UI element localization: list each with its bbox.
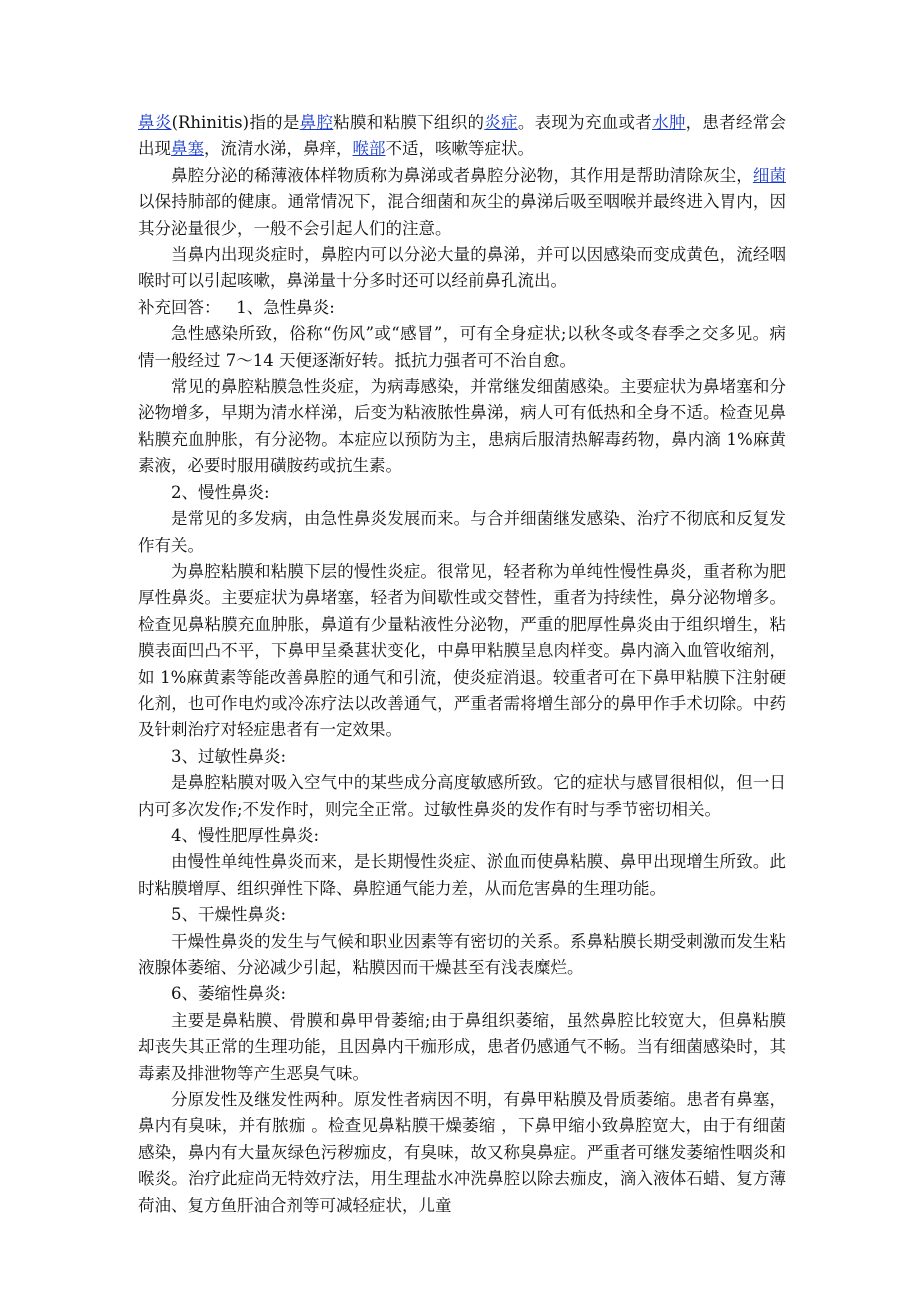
intro-text-3: 。表现为充血或者 bbox=[517, 113, 653, 132]
intro-text-2: 粘膜和粘膜下组织的 bbox=[333, 113, 485, 132]
intro-text-5: ，流清水涕，鼻痒， bbox=[204, 139, 353, 159]
supplement-line bbox=[138, 295, 786, 321]
secretion-text-2: 以保持肺部的健康。通常情况下，混合细菌和灰尘的鼻涕后吸至咽喉并最终进入胃内，因其分泌量很少，一般不会引起人们的注意。 bbox=[138, 192, 786, 238]
body-paragraph: 是鼻腔粘膜对吸入空气中的某些成分高度敏感所致。它的症状与感冒很相似，但一日内可多次发作;不发作时，则完全正常。过敏性鼻炎的发作有时与季节密切相关。 bbox=[138, 773, 786, 819]
section-heading: 6、萎缩性鼻炎: bbox=[171, 984, 287, 1004]
section-heading: 1、急性鼻炎: bbox=[236, 297, 335, 317]
link-nasal-congestion[interactable]: 鼻塞 bbox=[171, 139, 204, 159]
intro-paragraph bbox=[138, 110, 786, 163]
section-heading: 4、慢性肥厚性鼻炎: bbox=[171, 825, 320, 845]
secretion-paragraph bbox=[138, 163, 786, 242]
section-heading: 5、干燥性鼻炎: bbox=[171, 905, 287, 925]
body-paragraph: 分原发性及继发性两种。原发性者病因不明，有鼻甲粘膜及骨质萎缩。患者有鼻塞，鼻内有臭味，并有脓痂 。检查见鼻粘膜干燥萎缩 ，下鼻甲缩小致鼻腔宽大，由于有细菌感染，鼻内有大量灰绿色污秽痂皮，有臭味，故又称臭鼻症。严重者可继发萎缩性咽炎和喉炎。治疗此症尚无特效疗法，用生理盐水冲洗鼻腔以除去痂皮，滴入液体石蜡、复方薄荷油、复方鱼肝油合剂等可减轻症状，儿童 bbox=[138, 1090, 786, 1215]
inflamed-paragraph: 当鼻内出现炎症时，鼻腔内可以分泌大量的鼻涕，并可以因感染而变成黄色，流经咽喉时可以引起咳嗽，鼻涕量十分多时还可以经前鼻孔流出。 bbox=[138, 245, 786, 291]
document-page bbox=[138, 110, 786, 1219]
link-bacteria[interactable]: 细菌 bbox=[752, 165, 786, 185]
intro-text-4: ，患者经常会出现 bbox=[138, 113, 787, 159]
body-paragraph: 为鼻腔粘膜和粘膜下层的慢性炎症。很常见，轻者称为单纯性慢性鼻炎，重者称为肥厚性鼻炎。主要症状为鼻堵塞，轻者为间歇性或交替性，重者为持续性，鼻分泌物增多。检查见鼻粘膜充血肿胀，鼻道有少量粘液性分泌物，严重的肥厚性鼻炎由于组织增生，粘膜表面凹凸不平，下鼻甲呈桑葚状变化，中鼻甲粘膜呈息肉样变。鼻内滴入血管收缩剂，如 1%麻黄素等能改善鼻腔的通气和引流，使炎症消退。较重者可在下鼻甲粘膜下注射硬化剂，也可作电灼或冷冻疗法以改善通气，严重者需将增生部分的鼻甲作手术切除。中药及针刺治疗对轻症患者有一定效果。 bbox=[138, 561, 786, 740]
body-paragraph: 干燥性鼻炎的发生与气候和职业因素等有密切的关系。系鼻粘膜长期受刺激而发生粘液腺体萎缩、分泌减少引起，粘膜因而干燥甚至有浅表糜烂。 bbox=[138, 931, 786, 977]
link-throat[interactable]: 喉部 bbox=[352, 139, 386, 159]
body-paragraph: 是常见的多发病，由急性鼻炎发展而来。与合并细菌继发感染、治疗不彻底和反复发作有关。 bbox=[138, 509, 786, 555]
section-heading: 2、慢性鼻炎: bbox=[171, 482, 270, 502]
link-inflammation[interactable]: 炎症 bbox=[484, 113, 518, 132]
link-edema[interactable]: 水肿 bbox=[652, 113, 686, 132]
intro-text-6: 不适，咳嗽等症状。 bbox=[385, 139, 534, 159]
body-paragraph: 主要是鼻粘膜、骨膜和鼻甲骨萎缩;由于鼻组织萎缩，虽然鼻腔比较宽大，但鼻粘膜却丧失其正常的生理功能，且因鼻内干痂形成，患者仍感通气不畅。当有细菌感染时，其毒素及排泄物等产生恶臭气味。 bbox=[138, 1010, 786, 1083]
intro-text-1: (Rhinitis)指的是 bbox=[171, 113, 300, 132]
link-rhinitis[interactable]: 鼻炎 bbox=[138, 113, 172, 132]
supplement-label: 补充回答： bbox=[138, 297, 221, 317]
body-paragraph: 常见的鼻腔粘膜急性炎症，为病毒感染，并常继发细菌感染。主要症状为鼻堵塞和分泌物增多，早期为清水样涕，后变为粘液脓性鼻涕，病人可有低热和全身不适。检查见鼻粘膜充血肿胀，有分泌物。本症应以预防为主，患病后服清热解毒药物，鼻内滴 1%麻黄素液，必要时服用磺胺药或抗生素。 bbox=[138, 377, 786, 476]
body-paragraph: 由慢性单纯性鼻炎而来，是长期慢性炎症、淤血而使鼻粘膜、鼻甲出现增生所致。此时粘膜增厚、组织弹性下降、鼻腔通气能力差，从而危害鼻的生理功能。 bbox=[138, 852, 786, 898]
secretion-text-1: 鼻腔分泌的稀薄液体样物质称为鼻涕或者鼻腔分泌物，其作用是帮助清除灰尘， bbox=[171, 165, 753, 185]
link-nasal-cavity[interactable]: 鼻腔 bbox=[299, 113, 334, 132]
body-paragraph: 急性感染所致，俗称“伤风”或“感冒”，可有全身症状;以秋冬或冬春季之交多见。病情一般经过 7～14 天便逐渐好转。抵抗力强者可不治自愈。 bbox=[138, 324, 786, 370]
section-heading: 3、过敏性鼻炎: bbox=[171, 746, 287, 766]
